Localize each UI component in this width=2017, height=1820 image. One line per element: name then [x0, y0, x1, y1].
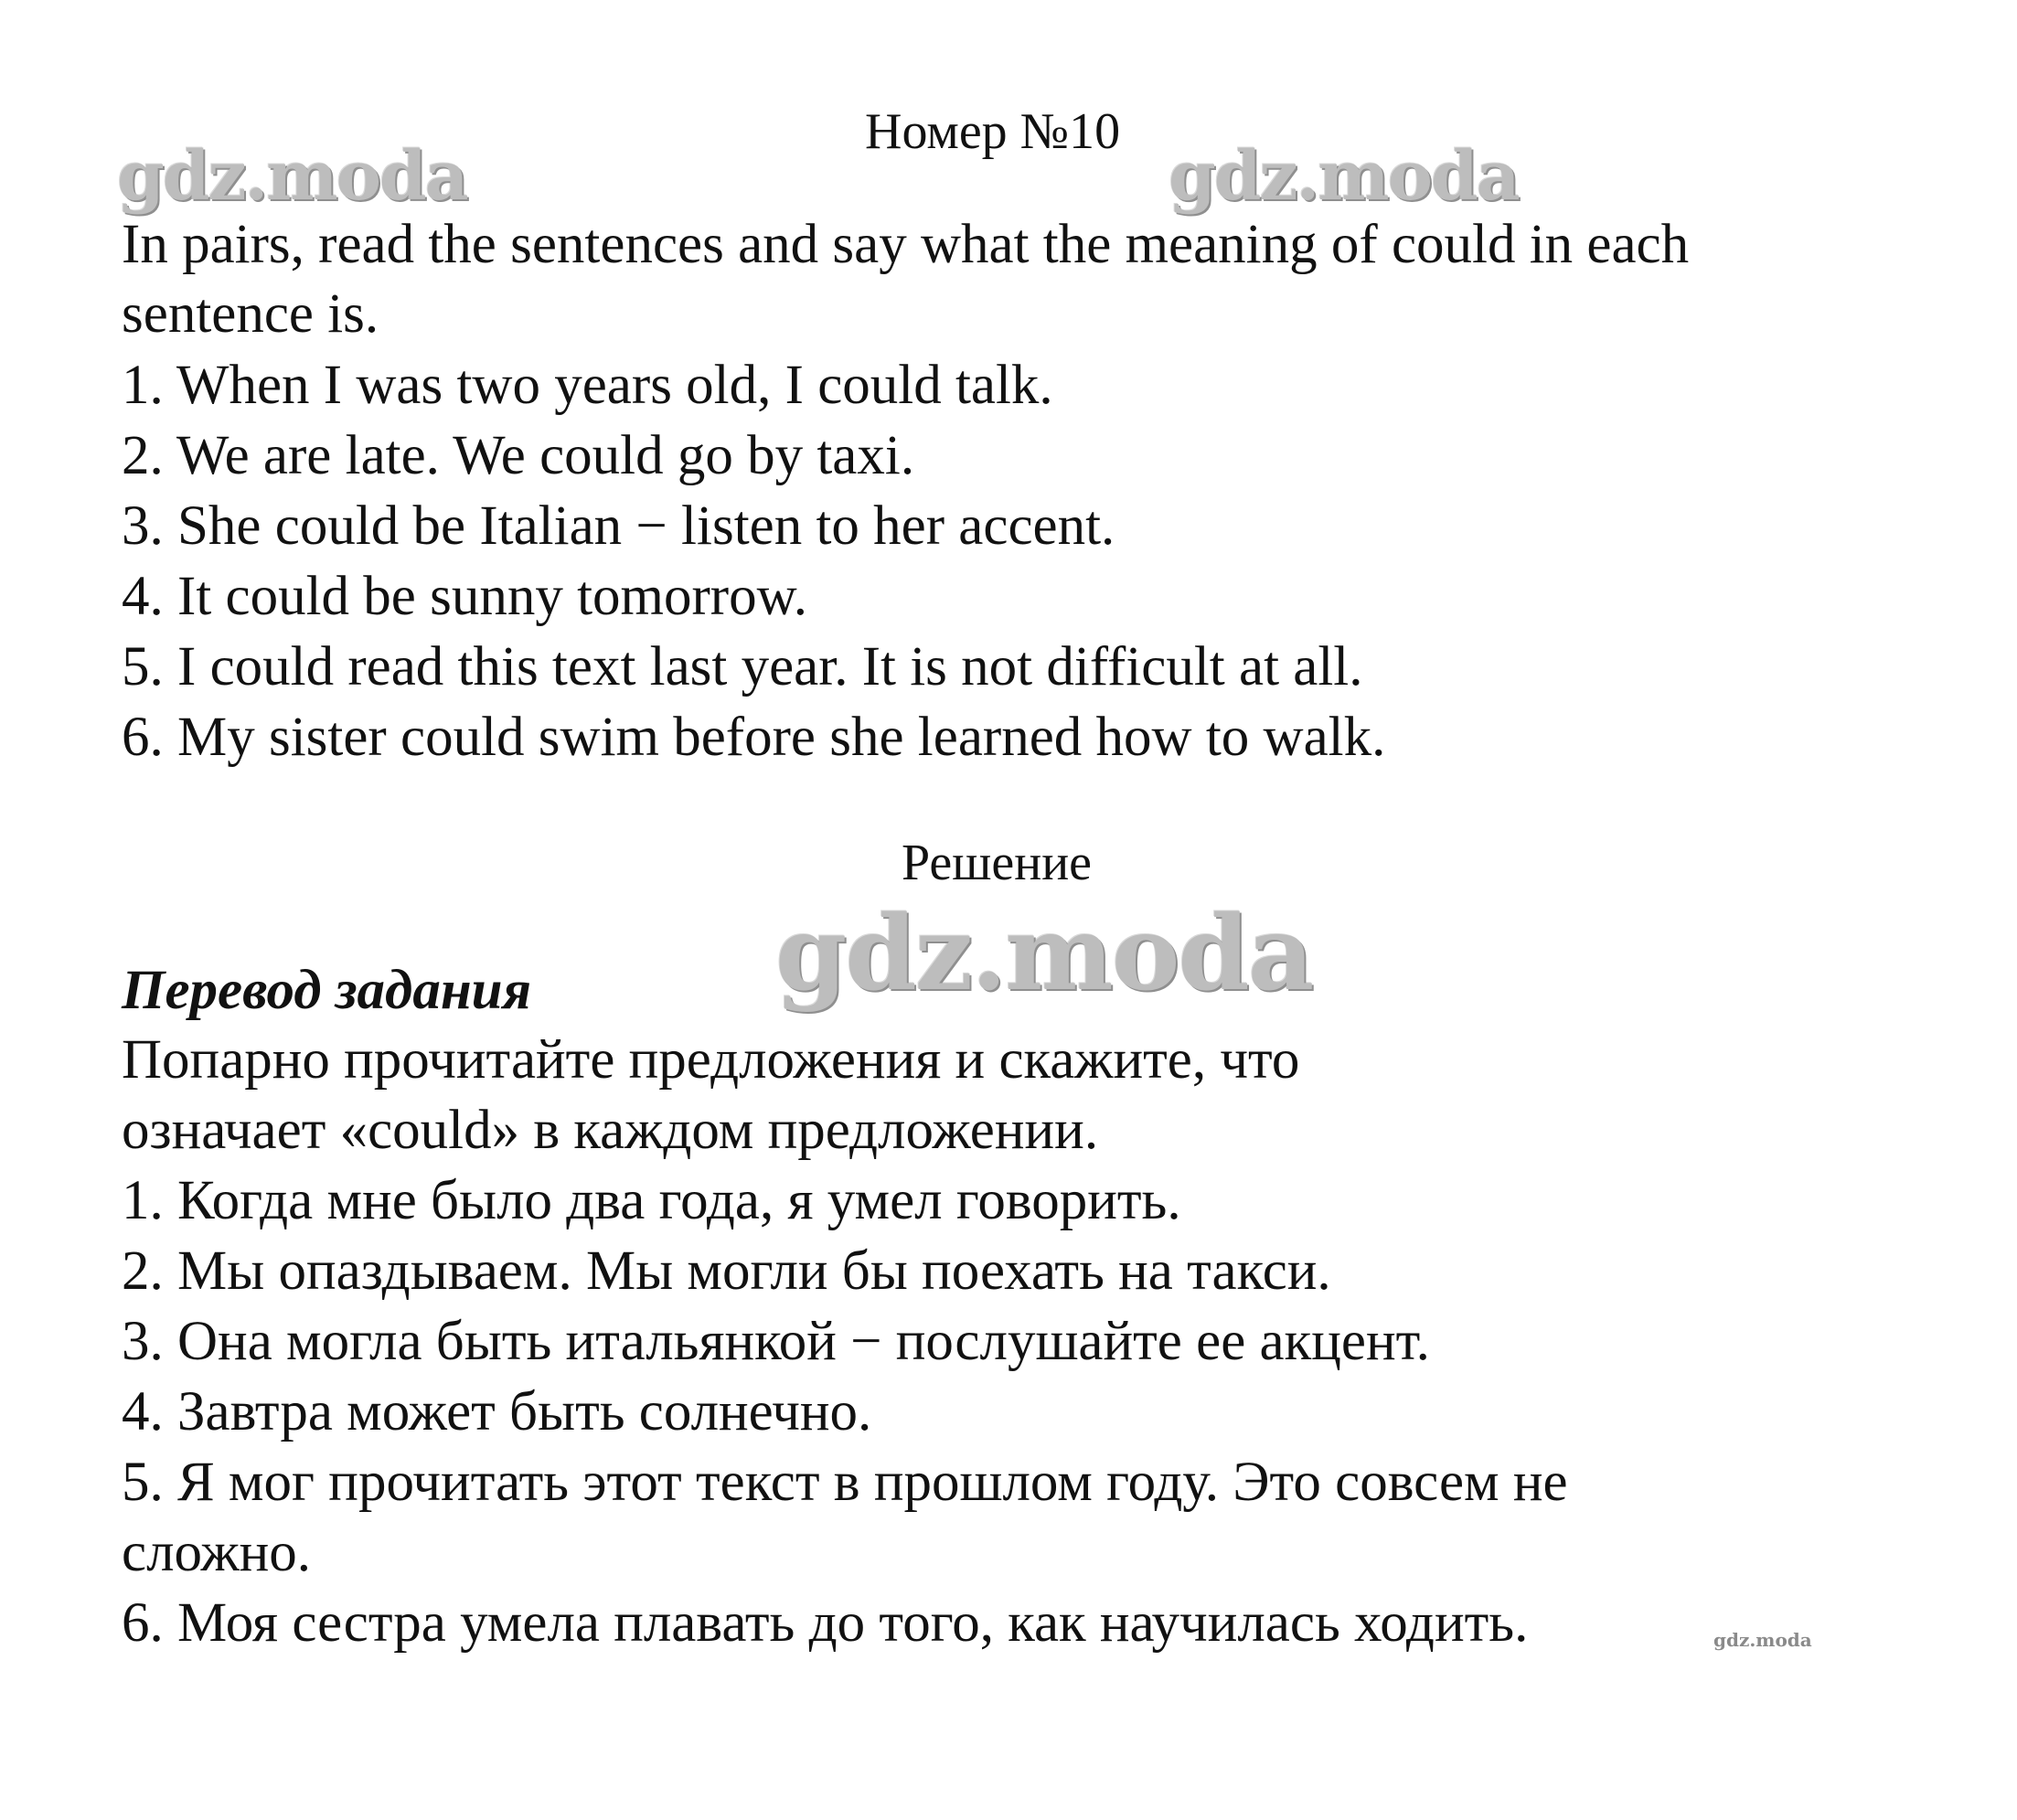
task-sentence: 6. My sister could swim before she learned how to walk.	[122, 707, 1386, 768]
translation-sentence: 5. Я мог прочитать этот текст в прошлом году. Это совсем не	[122, 1452, 1568, 1513]
watermark-small: gdz.moda	[1713, 1629, 1812, 1651]
translation-instruction-line1: Попарно прочитайте предложения и скажите, что	[122, 1029, 1300, 1091]
watermark-solution: gdz.moda	[775, 894, 1313, 1014]
translation-sentence: 4. Завтра может быть солнечно.	[122, 1381, 872, 1442]
translation-sentence: 3. Она могла быть итальянкой − послушайте ее акцент.	[122, 1311, 1430, 1372]
translation-sentence: 1. Когда мне было два года, я умел говорить.	[122, 1170, 1181, 1231]
translation-sentence: сложно.	[122, 1522, 312, 1583]
task-instruction-line2: sentence is.	[122, 283, 379, 345]
task-number-heading: Номер №10	[865, 103, 1121, 160]
task-sentence: 4. It could be sunny tomorrow.	[122, 566, 807, 627]
task-instruction-line1: In pairs, read the sentences and say what the meaning of could in each	[122, 214, 1690, 275]
watermark-top-left: gdz.moda	[117, 137, 467, 216]
task-sentence: 3. She could be Italian − listen to her accent.	[122, 495, 1115, 557]
translation-sentence: 2. Мы опаздываем. Мы могли бы поехать на такси.	[122, 1240, 1331, 1302]
translation-instruction-line2: означает «could» в каждом предложении.	[122, 1100, 1099, 1161]
translation-sentence: 6. Моя сестра умела плавать до того, как научилась ходить.	[122, 1592, 1529, 1654]
task-sentence: 5. I could read this text last year. It is not difficult at all.	[122, 636, 1363, 697]
task-sentence: 1. When I was two years old, I could talk.	[122, 355, 1053, 416]
task-sentence: 2. We are late. We could go by taxi.	[122, 425, 915, 486]
translation-title: Перевод задания	[122, 960, 532, 1021]
watermark-top-center: gdz.moda	[1169, 137, 1519, 216]
solution-heading: Решение	[902, 835, 1093, 891]
